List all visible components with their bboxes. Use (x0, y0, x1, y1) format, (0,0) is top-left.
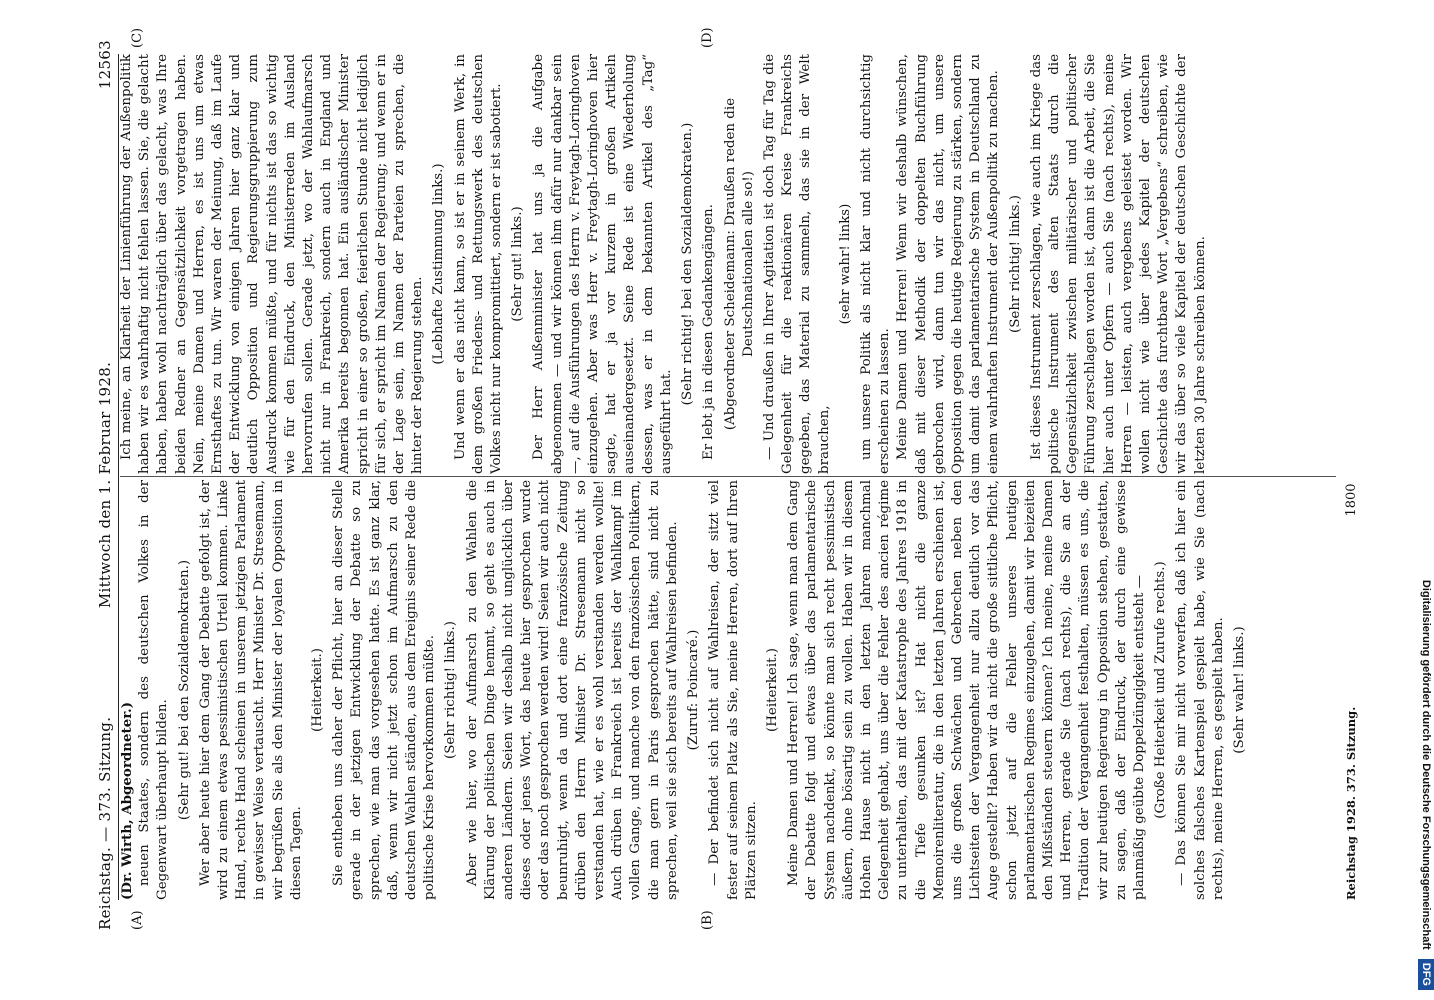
paragraph: Und wenn er das nicht kann, so ist er in seinem Werk, in dem großen Friedens- und Rettungswerk des deutschen Volkes nicht nur kompromittiert, sondern er ist sabotiert. (452, 54, 505, 474)
paragraph: neuen Staates, sondern des deutschen Volkes in der Gegenwart überhaupt bilden. (137, 480, 171, 900)
left-column (118, 480, 1336, 900)
paragraph: Sie entheben uns daher der Pflicht, hier an dieser Stelle gerade in der jetzigen Entwicklung der Debatte so zu sprechen, wie man das vorgesehen hatte. Es ist ganz klar, daß, wenn wir nicht jetzt schon im Aufmarsch zu den deutschen Wahlen ständen, aus dem Ereignis seiner Rede die politische Krise hervorkommen müßte. (331, 480, 438, 900)
stamp-text: Digitalisierung gefördert durch die Deutsche Forschungsgemeinschaft (1420, 579, 1432, 950)
paragraph: Er lebt ja in diesen Gedankengängen. (701, 204, 717, 460)
dfg-stamp (1418, 10, 1434, 990)
footer-page-code: 1800 (1344, 483, 1359, 517)
dfg-logo: DFG (1418, 959, 1434, 990)
paragraph: — Und draußen in Ihrer Agitation ist doch Tag für Tag die Gelegenheit für die reaktionären Kreise Frankreichs gegeben, das Material zu sammeln, das sie in der Welt brauchen, (761, 54, 832, 474)
paragraph: Meine Damen und Herren! Wenn wir deshalb wünschen, daß mit dieser Methodik der doppelten Buchführung gebrochen wird, dann tun wir das nicht, um unsere Opposition gegen die heutige Regierung zu stärken, sondern um damit das parlamentarische System in Deutschland zu einem wahrhaften Instrument der Außenpolitik zu machen. (895, 54, 1002, 474)
interjection: (Sehr richtig! bei den Sozialdemokraten.) (680, 122, 696, 406)
page-number: 12563 (96, 40, 114, 90)
interjection: (Sehr gut! bei den Sozialdemokraten.) (176, 559, 192, 821)
interjection: (Abgeordneter Scheidemann: Draußen reden die Deutschnationalen alle so!) (722, 97, 756, 431)
paragraph: Wer aber heute hier dem Gang der Debatte gefolgt ist, der wird zu einem etwas pessimistischen Urteil kommen. Linke Hand, rechte Hand scheinen in unserem jetzigen Parlament in gewisser Weise vertauscht. Herr Minister Dr. Stresemann, wir begrüßen Sie als den Minister der loyalen Opposition in diesen Tagen. (197, 480, 304, 900)
interjection: (Sehr richtig! links.) (1007, 195, 1023, 333)
interjection: (Sehr gut! links.) (510, 206, 526, 322)
margin-letter-d: (D) (700, 27, 715, 48)
paragraph: Ist dieses Instrument zerschlagen, wie auch im Kriege das politische Instrument des alten Staats durch die Gegensätzlichkeit zwischen militärischer und politischer Führung zerschlagen worden ist, dann ist die Arbeit, die Sie hier auch unter Opfern — auch Sie (nach rechts), meine Herren — leisten, auch vergebens geleistet worden. Wir wollen nicht wie über jedes Kapitel der deutschen Geschichte das furchtbare Wort „Vergebens“ schreiben, wie wir das über so viele Kapitel der deutschen Geschichte der letzten 30 Jahre schreiben können. (1028, 54, 1208, 474)
interjection: (Zuruf: Poincaré.) (686, 629, 702, 751)
right-column (118, 54, 1336, 474)
speaker-line: (Dr. Wirth, Abgeordneter.) (119, 701, 135, 900)
paragraph: — Das können Sie mir nicht vorwerfen, daß ich hier ein solches falsches Kartenspiel gespielt habe, wie Sie (nach rechts), meine Herren, es gespielt haben. (1174, 480, 1226, 900)
paragraph: Der Herr Außenminister hat uns ja die Aufgabe abgenommen — und wir können ihm dafür nur dankbar sein —, auf die Ausführungen des Herrn v. Freytagh-Loringhoven einzugehen. Aber was Herr v. Freytagh-Loringhoven hier sagte, hat er ja vor kurzem in großen Artikeln auseinandergesetzt. Seine Rede ist eine Wiederholung dessen, was er in dem bekannten Artikel des „Tag“ ausgeführt hat. (531, 54, 674, 474)
paragraph: Ich meine, an Klarheit der Linienführung der Außenpolitik haben wir es wahrhaftig nicht fehlen lassen. Sie, die gelacht haben, haben wohl nachträglich über das gelacht, was Ihre beiden Redner an Gegensätzlichkeit vorgetragen haben. Nein, meine Damen und Herren, es ist uns um etwas Ernsthaftes zu tun. Wir waren der Meinung, daß im Laufe der Entwicklung von einigen Jahren hier ganz klar und deutlich Opposition und Regierungsgruppierung zum Ausdruck kommen müßte, und für nichts ist das so wichtig wie für den Eindruck, den Ministerreden im Ausland hervorrufen sollen. Gerade jetzt, wo der Wahlaufmarsch nicht nur in Frankreich, sondern auch in England und Amerika bereits begonnen hat. Ein ausländischer Minister spricht in einer so großen, feierlichen Stunde nicht lediglich für sich, er spricht im Namen der Regierung; und wenn er in der Lage sein, im Namen der Parteien zu sprechen, die hinter der Regierung stehen. (119, 54, 426, 474)
paragraph: Meine Damen und Herren! Ich sage, wenn man dem Gang der Debatte folgt und etwas über das parlamentarische System nachdenkt, so könnte man sich recht pessimistisch äußern, ohne bösartig sein zu wollen. Haben wir in diesem Hohen Hause nicht in den letzten Jahren manchmal Gelegenheit gehabt, uns über die Fehler des ancien régime zu unterhalten, das mit der Katastrophe des Jahres 1918 in die Tiefe gesunken ist? Hat nicht die ganze Memoirenliteratur, die in den letzten Jahren erschienen ist, uns die großen Schwächen und Gebrechen neben den Lichtseiten der Vergangenheit nur allzu deutlich vor das Auge gestellt? Haben wir da nicht die große sittliche Pflicht, schon jetzt auf die Fehler unseres heutigen parlamentarischen Regimes einzugehen, damit wir beizeiten den Mißständen steuern können? Ich meine, meine Damen und Herren, gerade Sie (nach rechts), die Sie an der Tradition der Vergangenheit festhalten, müssen es uns, die wir zur heutigen Regierung in Opposition stehen, gestatten, zu sagen, daß der Eindruck, der durch eine gewisse planmäßig geübte Doppelzüngigkeit entsteht — (786, 480, 1147, 900)
column-separator (120, 476, 1336, 477)
margin-letter-a: (A) (130, 910, 145, 930)
margin-letter-b: (B) (700, 910, 715, 930)
footer-left: Reichstag 1928. 373. Sitzung. (1344, 706, 1358, 900)
margin-letter-c: (C) (130, 27, 145, 48)
interjection: (Heiterkeit.) (310, 648, 326, 732)
header-center: Mittwoch den 1. Februar 1928. (96, 361, 114, 609)
interjection: (Sehr richtig! links.) (443, 621, 459, 759)
interjection: (Heiterkeit.) (764, 648, 780, 732)
paragraph: um unsere Politik als nicht klar und nicht durchsichtig erscheinen zu lassen. (858, 54, 893, 474)
interjection: (Lebhafte Zustimmung links.) (431, 163, 447, 365)
interjection: (sehr wahr! links) (837, 203, 853, 325)
header-left: Reichstag. — 373. Sitzung. (96, 716, 114, 930)
interjection: (Sehr wahr! links.) (1231, 626, 1247, 754)
paragraph: — Der befindet sich nicht auf Wahlreisen, der sitzt viel fester auf seinem Platz als Sie, meine Herren, dort auf Ihren Plätzen sitzen. (707, 480, 759, 900)
paragraph: Aber wie hier, wo der Aufmarsch zu den Wahlen die Klärung der politischen Dinge hemmt, so geht es auch in anderen Ländern. Seien wir deshalb nicht unglücklich über dieses oder jenes Wort, das heute hier gesprochen wurde oder das noch gesprochen werden wird! Seien wir auch nicht beunruhigt, wenn da und dort eine französische Zeitung drüben den Herrn Minister Dr. Stresemann nicht so verstanden hat, wie er es wohl verstanden werden wollte! Auch drüben in Frankreich ist bereits der Wahlkampf im vollen Gange, und manche von den französischen Politikern, die man gern in Paris gesprochen hätte, sind nicht zu sprechen, weil sie sich bereits auf Wahlreisen befinden. (464, 480, 680, 900)
interjection: (Große Heiterkeit und Zurufe rechts.) (1153, 561, 1169, 819)
page-header (82, 40, 118, 930)
